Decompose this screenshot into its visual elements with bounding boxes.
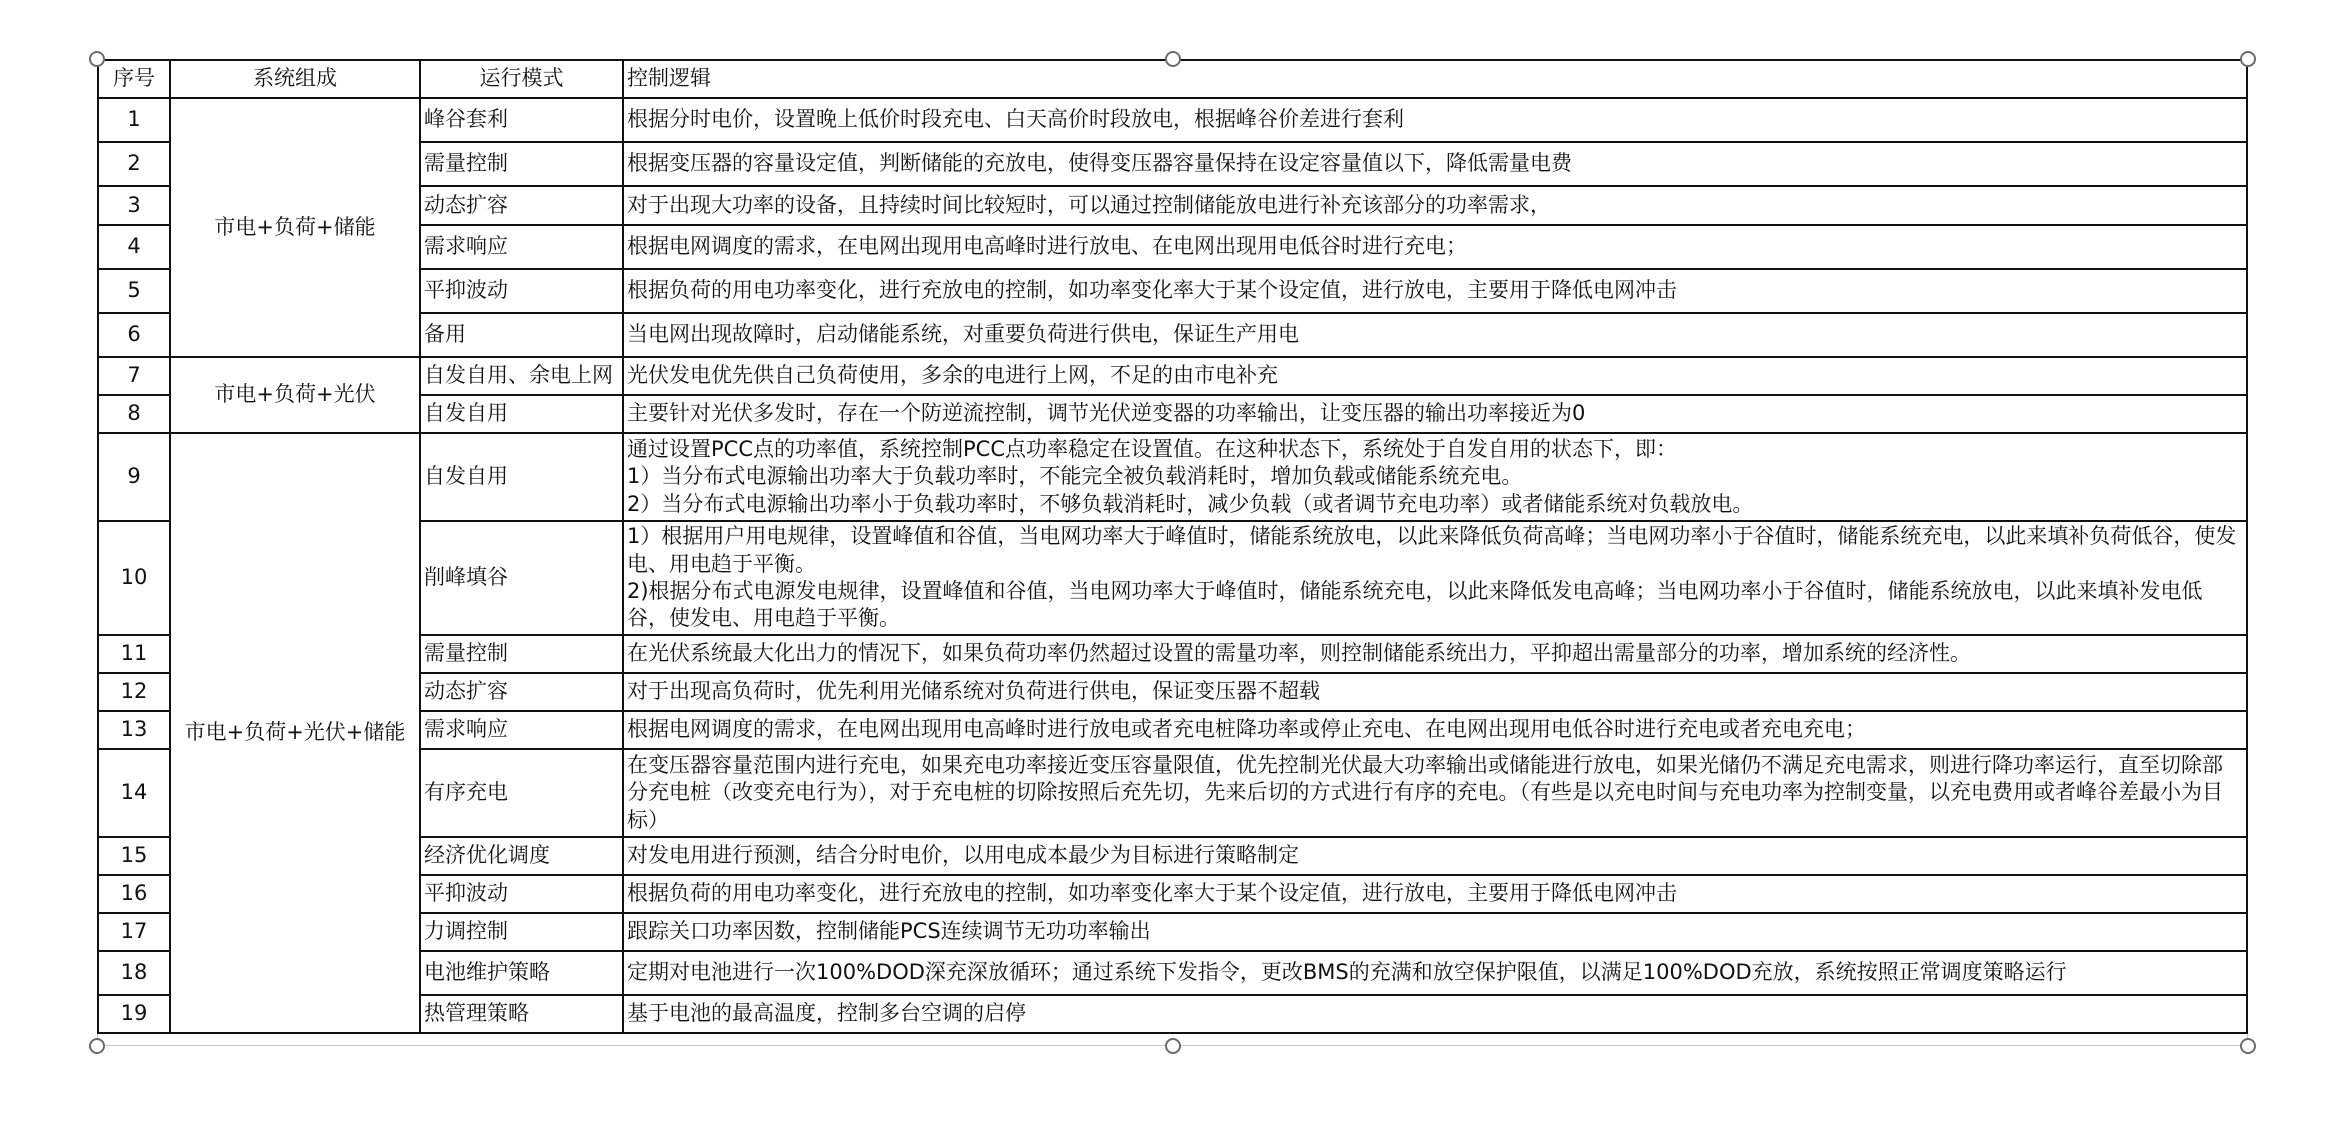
logic-cell: 根据分时电价，设置晚上低价时段充电、白天高价时段放电，根据峰谷价差进行套利	[623, 98, 2247, 142]
table-row	[98, 433, 2247, 521]
logic-cell: 基于电池的最高温度，控制多台空调的启停	[623, 995, 2247, 1033]
row-number: 8	[98, 395, 170, 433]
logic-line: 2）当分布式电源输出功率小于负载功率时，不够负载消耗时，减少负载（或者调节充电功率）或者储能系统对负载放电。	[627, 491, 1754, 516]
logic-cell: 根据负荷的用电功率变化，进行充放电的控制，如功率变化率大于某个设定值，进行放电，主要用于降低电网冲击	[623, 269, 2247, 313]
mode-cell: 自发自用、余电上网	[420, 357, 623, 395]
header-cell-mode: 运行模式	[420, 60, 623, 98]
row-number: 19	[98, 995, 170, 1033]
logic-cell: 根据电网调度的需求，在电网出现用电高峰时进行放电或者充电桩降功率或停止充电、在电网出现用电低谷时进行充电或者充电充电；	[623, 711, 2247, 749]
logic-line: 通过设置PCC点的功率值，系统控制PCC点功率稳定在设置值。在这种状态下，系统处于自发自用的状态下，即：	[627, 437, 1677, 462]
mode-cell: 需量控制	[420, 635, 623, 673]
table-row	[98, 711, 2247, 749]
mode-cell: 动态扩容	[420, 673, 623, 711]
resize-handle-top-center[interactable]	[1165, 51, 1181, 67]
mode-cell: 自发自用	[420, 433, 623, 521]
table-row	[98, 313, 2247, 357]
mode-cell: 备用	[420, 313, 623, 357]
system-group-cell: 市电+负荷+光伏	[170, 357, 420, 433]
logic-cell: 根据变压器的容量设定值，判断储能的充放电，使得变压器容量保持在设定容量值以下，降低需量电费	[623, 142, 2247, 186]
header-cell-logic: 控制逻辑	[623, 60, 2247, 98]
table-row	[98, 837, 2247, 875]
row-number: 2	[98, 142, 170, 186]
logic-cell: 在光伏系统最大化出力的情况下，如果负荷功率仍然超过设置的需量功率，则控制储能系统出力，平抑超出需量部分的功率，增加系统的经济性。	[623, 635, 2247, 673]
row-number: 1	[98, 98, 170, 142]
mode-cell: 需求响应	[420, 225, 623, 269]
mode-cell: 需量控制	[420, 142, 623, 186]
table-row	[98, 395, 2247, 433]
resize-handle-bottom-center[interactable]	[1165, 1038, 1181, 1054]
table-row	[98, 521, 2247, 635]
logic-cell: 主要针对光伏多发时，存在一个防逆流控制，调节光伏逆变器的功率输出，让变压器的输出功率接近为0	[623, 395, 2247, 433]
logic-cell: 根据负荷的用电功率变化，进行充放电的控制，如功率变化率大于某个设定值，进行放电，主要用于降低电网冲击	[623, 875, 2247, 913]
logic-cell: 定期对电池进行一次100%DOD深充深放循环；通过系统下发指令，更改BMS的充满和放空保护限值，以满足100%DOD充放，系统按照正常调度策略运行	[623, 951, 2247, 995]
mode-cell: 自发自用	[420, 395, 623, 433]
system-group-cell: 市电+负荷+储能	[170, 98, 420, 357]
row-number: 10	[98, 521, 170, 635]
logic-cell: 跟踪关口功率因数，控制储能PCS连续调节无功功率输出	[623, 913, 2247, 951]
resize-handle-bottom-right[interactable]	[2240, 1038, 2256, 1054]
mode-cell: 平抑波动	[420, 875, 623, 913]
control-strategy-table	[97, 59, 2248, 1034]
table-row	[98, 186, 2247, 225]
row-number: 5	[98, 269, 170, 313]
resize-handle-top-right[interactable]	[2240, 51, 2256, 67]
table-row	[98, 673, 2247, 711]
table-row	[98, 913, 2247, 951]
mode-cell: 热管理策略	[420, 995, 623, 1033]
table-row	[98, 995, 2247, 1033]
row-number: 7	[98, 357, 170, 395]
mode-cell: 经济优化调度	[420, 837, 623, 875]
header-cell-no: 序号	[98, 60, 170, 98]
mode-cell: 削峰填谷	[420, 521, 623, 635]
mode-cell: 平抑波动	[420, 269, 623, 313]
row-number: 3	[98, 186, 170, 225]
mode-cell: 力调控制	[420, 913, 623, 951]
header-cell-system: 系统组成	[170, 60, 420, 98]
table-row	[98, 635, 2247, 673]
table-row	[98, 357, 2247, 395]
table-row	[98, 142, 2247, 186]
logic-line: 1）根据用户用电规律，设置峰值和谷值，当电网功率大于峰值时，储能系统放电，以此来降低负荷高峰；当电网功率小于谷值时，储能系统充电，以此来填补负荷低谷，使发电、用电趋于平衡。	[627, 524, 2237, 576]
resize-handle-top-left[interactable]	[89, 51, 105, 67]
row-number: 14	[98, 749, 170, 837]
table-row	[98, 749, 2247, 837]
row-number: 13	[98, 711, 170, 749]
logic-cell: 对于出现高负荷时，优先利用光储系统对负荷进行供电，保证变压器不超载	[623, 673, 2247, 711]
logic-cell: 对于出现大功率的设备，且持续时间比较短时，可以通过控制储能放电进行补充该部分的功率需求，	[623, 186, 2247, 225]
logic-line: 2)根据分布式电源发电规律，设置峰值和谷值，当电网功率大于峰值时，储能系统充电，以此来降低发电高峰；当电网功率小于谷值时，储能系统放电，以此来填补发电低谷，使发电、用电趋于平衡。	[627, 579, 2203, 631]
mode-cell: 有序充电	[420, 749, 623, 837]
logic-cell: 在变压器容量范围内进行充电，如果充电功率接近变压容量限值，优先控制光伏最大功率输出或储能进行放电，如果光储仍不满足充电需求，则进行降功率运行，直至切除部分充电桩（改变充电行为），对于充电桩的切除按照后充先切，先来后切的方式进行有序的充电。（有些是以充电时间与充电功率为控制变量，以充电费用或者峰谷差最小为目标）	[623, 749, 2247, 837]
table-row	[98, 225, 2247, 269]
mode-cell: 电池维护策略	[420, 951, 623, 995]
mode-cell: 需求响应	[420, 711, 623, 749]
logic-cell	[623, 521, 2247, 635]
mode-cell: 峰谷套利	[420, 98, 623, 142]
row-number: 16	[98, 875, 170, 913]
logic-line: 1）当分布式电源输出功率大于负载功率时，不能完全被负载消耗时，增加负载或储能系统充电。	[627, 464, 1523, 489]
row-number: 4	[98, 225, 170, 269]
logic-cell: 根据电网调度的需求，在电网出现用电高峰时进行放电、在电网出现用电低谷时进行充电；	[623, 225, 2247, 269]
row-number: 11	[98, 635, 170, 673]
logic-cell: 光伏发电优先供自己负荷使用，多余的电进行上网，不足的由市电补充	[623, 357, 2247, 395]
logic-cell: 对发电用进行预测，结合分时电价，以用电成本最少为目标进行策略制定	[623, 837, 2247, 875]
table-row	[98, 875, 2247, 913]
row-number: 15	[98, 837, 170, 875]
table-row	[98, 951, 2247, 995]
row-number: 12	[98, 673, 170, 711]
mode-cell: 动态扩容	[420, 186, 623, 225]
row-number: 6	[98, 313, 170, 357]
row-number: 17	[98, 913, 170, 951]
logic-cell: 当电网出现故障时，启动储能系统，对重要负荷进行供电，保证生产用电	[623, 313, 2247, 357]
row-number: 18	[98, 951, 170, 995]
table-row	[98, 269, 2247, 313]
table-row	[98, 98, 2247, 142]
resize-handle-bottom-left[interactable]	[89, 1038, 105, 1054]
logic-cell	[623, 433, 2247, 521]
row-number: 9	[98, 433, 170, 521]
system-group-cell: 市电+负荷+光伏+储能	[170, 433, 420, 1033]
